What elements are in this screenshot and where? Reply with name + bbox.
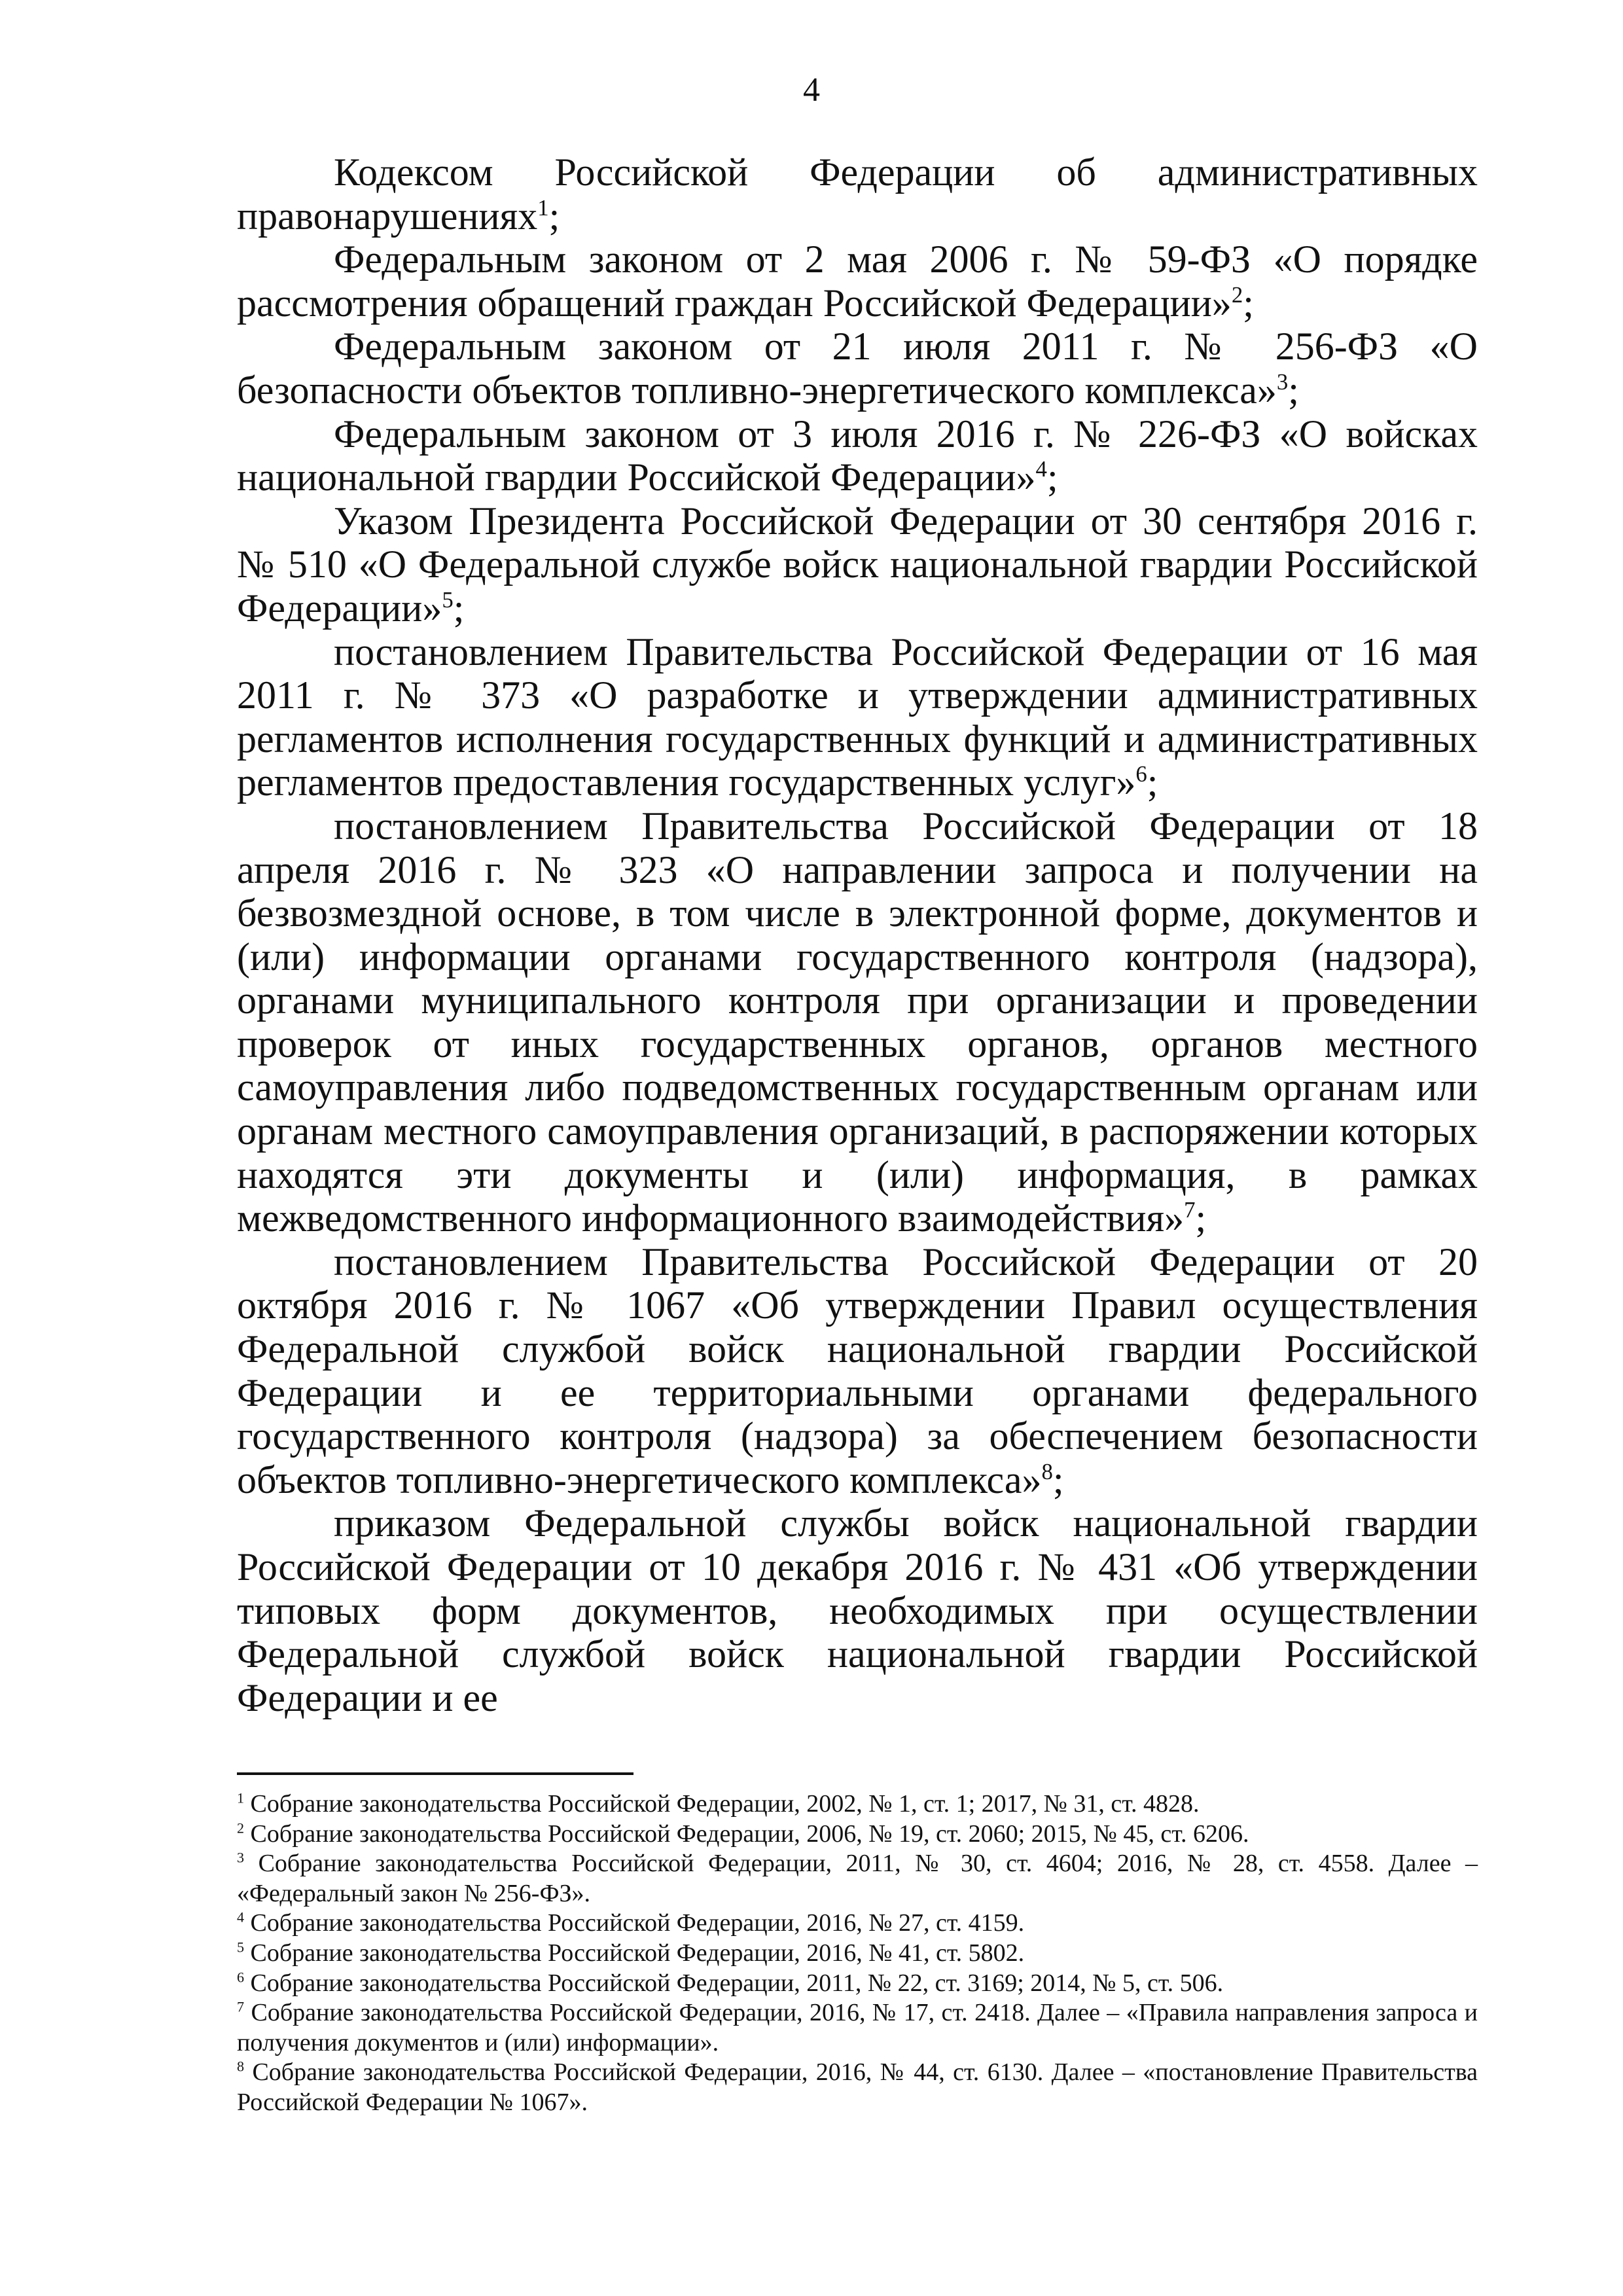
footnote <box>237 1820 1478 1850</box>
paragraph <box>237 325 1478 412</box>
footnote-text: Собрание законодательства Российской Федерации, 2011, № 22, ст. 3169; 2014, № 5, ст. 506. <box>250 1969 1224 1997</box>
footnote-number: 4 <box>237 1909 245 1926</box>
footnote-ref[interactable]: 5 <box>442 586 454 613</box>
paragraph-tail: ; <box>453 586 465 630</box>
paragraph <box>237 499 1478 630</box>
footnote-text: Собрание законодательства Российской Федерации, 2016, № 44, ст. 6130. Далее – «постановление Правительства Российской Федерации № 1067». <box>237 2058 1478 2116</box>
footnote-number: 1 <box>237 1789 245 1806</box>
paragraph-text: Указом Президента Российской Федерации от 30 сентября 2016 г. № 510 «О Федеральной службе войск национальной гвардии Российской Федерации» <box>237 499 1478 630</box>
paragraph-tail: ; <box>1195 1196 1207 1240</box>
footnote <box>237 1849 1478 1909</box>
main-text <box>237 151 1478 1719</box>
footnote-number: 7 <box>237 1998 245 2015</box>
paragraph <box>237 630 1478 804</box>
footnote-number: 5 <box>237 1939 245 1956</box>
paragraph-text: приказом Федеральной службы войск национальной гвардии Российской Федерации от 10 декабря 2016 г. № 431 «Об утверждении типовых форм документов, необходимых при осуществлении Федеральной службой войск национальной гвардии Российской Федерации и ее <box>237 1501 1478 1719</box>
paragraph <box>237 804 1478 1240</box>
paragraph-text: Кодексом Российской Федерации об административных правонарушениях <box>237 151 1478 238</box>
footnote-text: Собрание законодательства Российской Федерации, 2016, № 41, ст. 5802. <box>250 1939 1025 1967</box>
footnote-number: 8 <box>237 2058 245 2075</box>
footnote-ref[interactable]: 4 <box>1035 456 1047 482</box>
footnote-separator <box>237 1772 633 1775</box>
footnote <box>237 1789 1478 1820</box>
paragraph-tail: ; <box>1243 281 1254 325</box>
paragraph <box>237 1501 1478 1719</box>
paragraph <box>237 1240 1478 1502</box>
footnotes <box>237 1772 1478 2118</box>
paragraph-text: постановлением Правительства Российской Федерации от 18 апреля 2016 г. № 323 «О направлении запроса и получении на безвозмездной основе, в том числе в электронной форме, документов и (или) информации органами государственного контроля (надзора), органами муниципального контроля при организации и проведении проверок от иных государственных органов, органов местного самоуправления либо подведомственных государственным органам или органам местного самоуправления организаций, в распоряжении которых находятся эти документы и (или) информация, в рамках межведомственного информационного взаимодействия» <box>237 804 1478 1240</box>
footnote-number: 6 <box>237 1968 245 1985</box>
footnote-text: Собрание законодательства Российской Федерации, 2016, № 17, ст. 2418. Далее – «Правила направления запроса и получения документов и (или) информации». <box>237 1999 1478 2056</box>
paragraph-tail: ; <box>548 194 560 238</box>
footnote-number: 3 <box>237 1849 245 1866</box>
footnote <box>237 1998 1478 2058</box>
paragraph-text: Федеральным законом от 2 мая 2006 г. № 59-ФЗ «О порядке рассмотрения обращений граждан Российской Федерации» <box>237 238 1478 325</box>
paragraph-text: постановлением Правительства Российской Федерации от 16 мая 2011 г. № 373 «О разработке и утверждении административных регламентов исполнения государственных функций и административных регламентов предоставления государственных услуг» <box>237 630 1478 804</box>
paragraph-tail: ; <box>1288 368 1299 412</box>
footnote-ref[interactable]: 6 <box>1135 761 1147 787</box>
footnote-text: Собрание законодательства Российской Федерации, 2002, № 1, ст. 1; 2017, № 31, ст. 4828. <box>250 1790 1200 1818</box>
paragraph-text: постановлением Правительства Российской Федерации от 20 октября 2016 г. № 1067 «Об утверждении Правил осуществления Федеральной службой войск национальной гвардии Российской Федерации и ее территориальными органами федерального государственного контроля (надзора) за обеспечением безопасности объектов топливно-энергетического комплекса» <box>237 1240 1478 1501</box>
footnote <box>237 1909 1478 1939</box>
paragraph <box>237 151 1478 238</box>
footnote <box>237 1969 1478 1999</box>
footnote-number: 2 <box>237 1819 245 1836</box>
footnote-text: Собрание законодательства Российской Федерации, 2006, № 19, ст. 2060; 2015, № 45, ст. 6206. <box>250 1820 1249 1848</box>
paragraph <box>237 238 1478 325</box>
paragraph-text: Федеральным законом от 3 июля 2016 г. № 226-ФЗ «О войсках национальной гвардии Российской Федерации» <box>237 412 1478 499</box>
footnote-text: Собрание законодательства Российской Федерации, 2016, № 27, ст. 4159. <box>250 1909 1025 1937</box>
paragraph-text: Федеральным законом от 21 июля 2011 г. № 256-ФЗ «О безопасности объектов топливно-энергетического комплекса» <box>237 325 1478 412</box>
footnote <box>237 2058 1478 2117</box>
paragraph-tail: ; <box>1052 1458 1064 1501</box>
footnote-ref[interactable]: 2 <box>1231 281 1243 308</box>
paragraph <box>237 412 1478 499</box>
footnote-ref[interactable]: 1 <box>537 194 549 221</box>
page-number: 4 <box>803 71 820 109</box>
footnote-ref[interactable]: 3 <box>1276 368 1289 395</box>
footnote-text: Собрание законодательства Российской Федерации, 2011, № 30, ст. 4604; 2016, № 28, ст. 4558. Далее – «Федеральный закон № 256-ФЗ». <box>237 1850 1478 1907</box>
footnote-ref[interactable]: 8 <box>1041 1458 1053 1484</box>
paragraph-tail: ; <box>1046 456 1058 499</box>
footnote <box>237 1939 1478 1969</box>
footnote-ref[interactable]: 7 <box>1184 1197 1196 1223</box>
paragraph-tail: ; <box>1147 761 1158 804</box>
